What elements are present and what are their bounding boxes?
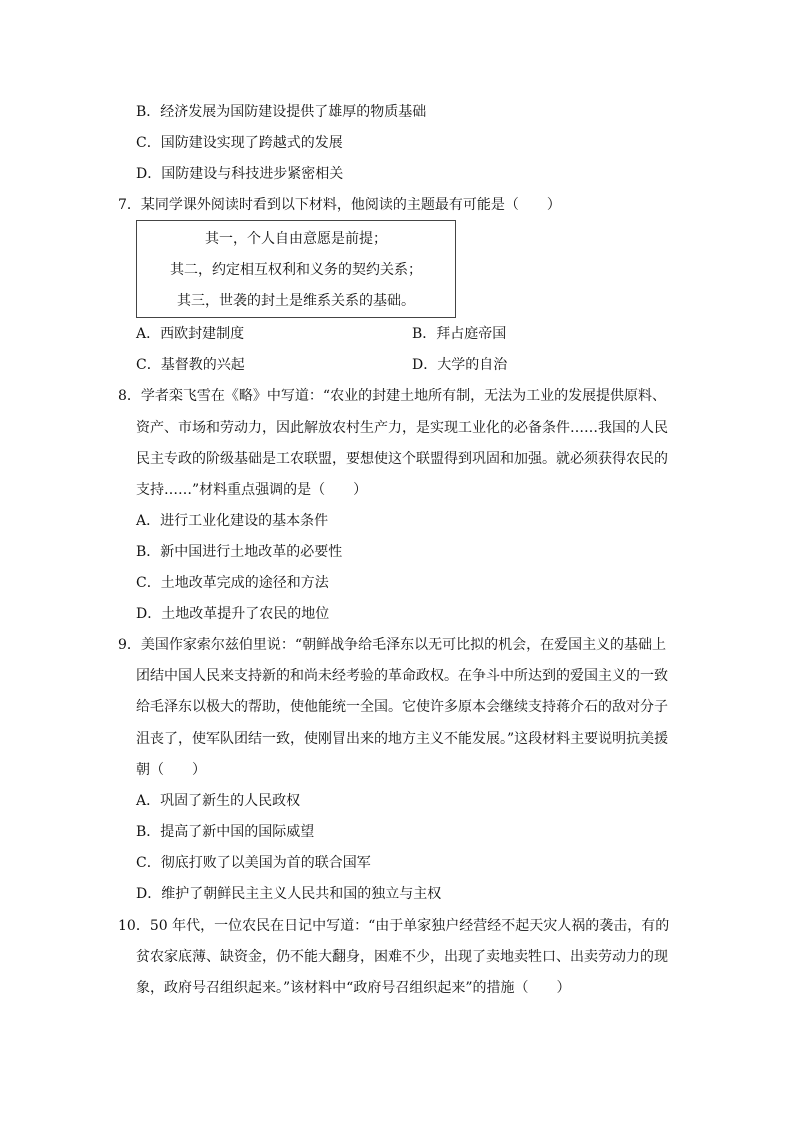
q6-option-d[interactable]: D．国防建设与科技进步紧密相关 (136, 166, 344, 182)
q9-option-b[interactable]: B．提高了新中国的国际威望 (136, 824, 315, 840)
q7-stem: 7．某同学课外阅读时看到以下材料，他阅读的主题最有可能是（ ） (118, 197, 561, 213)
q7-material-line-3: 其三，世袭的封土是维系关系的基础。 (177, 293, 415, 309)
q6-option-b[interactable]: B．经济发展为国防建设提供了雄厚的物质基础 (136, 104, 427, 120)
q7-material-line-1: 其一，个人自由意愿是前提； (205, 231, 387, 247)
q9-stem-line-2: 团结中国人民来支持新的和尚未经考验的革命政权。在争斗中所达到的爱国主义的一致 (136, 668, 668, 684)
q9-option-c[interactable]: C．彻底打败了以美国为首的联合国军 (136, 855, 371, 871)
q6-option-c[interactable]: C．国防建设实现了跨越式的发展 (136, 135, 343, 151)
q8-option-c[interactable]: C．土地改革完成的途径和方法 (136, 575, 329, 591)
q9-stem-line-4: 沮丧了，使军队团结一致，使刚冒出来的地方主义不能发展。”这段材料主要说明抗美援 (136, 731, 669, 747)
q8-stem-line-4: 支持……”材料重点强调的是（ ） (136, 482, 368, 498)
q10-stem-line-1: 10．50 年代，一位农民在日记中写道：“由于单家独户经营经不起天灾人祸的袭击，有的 (118, 918, 670, 934)
q10-stem-line-3: 象，政府号召组织起来。”该材料中“政府号召组织起来”的措施（ ） (136, 980, 571, 996)
q7-option-c[interactable]: C．基督教的兴起 (136, 357, 245, 373)
q8-stem-line-1: 8．学者栾飞雪在《略》中写道：“农业的封建土地所有制，无法为工业的发展提供原料、 (118, 388, 667, 404)
q8-stem-line-2: 资产、市场和劳动力，因此解放农村生产力，是实现工业化的必备条件……我国的人民 (136, 420, 668, 436)
q9-stem-line-5: 朝（ ） (136, 762, 206, 778)
q7-option-b[interactable]: B．拜占庭帝国 (412, 326, 507, 342)
q8-stem-line-3: 民主专政的阶级基础是工农联盟，要想使这个联盟得到巩固和加强。就必须获得农民的 (136, 451, 668, 467)
q7-material-box (136, 220, 456, 318)
q9-stem-line-3: 给毛泽东以极大的帮助，使他能统一全国。它使许多原本会继续支持蒋介石的敌对分子 (136, 699, 668, 715)
q9-option-a[interactable]: A．巩固了新生的人民政权 (136, 793, 301, 809)
q8-option-b[interactable]: B．新中国进行土地改革的必要性 (136, 544, 343, 560)
q10-stem-line-2: 贫农家底薄、缺资金，仍不能大翻身，困难不少，出现了卖地卖牲口、出卖劳动力的现 (136, 949, 668, 965)
q7-material-line-2: 其二，约定相互权利和义务的契约关系； (170, 262, 422, 278)
q7-option-d[interactable]: D．大学的自治 (412, 357, 508, 373)
q9-stem-line-1: 9．美国作家索尔兹伯里说：“朝鲜战争给毛泽东以无可比拟的机会，在爱国主义的基础上 (118, 637, 667, 653)
q8-option-a[interactable]: A．进行工业化建设的基本条件 (136, 513, 329, 529)
q8-option-d[interactable]: D．土地改革提升了农民的地位 (136, 606, 330, 622)
q9-option-d[interactable]: D．维护了朝鲜民主主义人民共和国的独立与主权 (136, 886, 442, 902)
q7-option-a[interactable]: A．西欧封建制度 (136, 326, 245, 342)
